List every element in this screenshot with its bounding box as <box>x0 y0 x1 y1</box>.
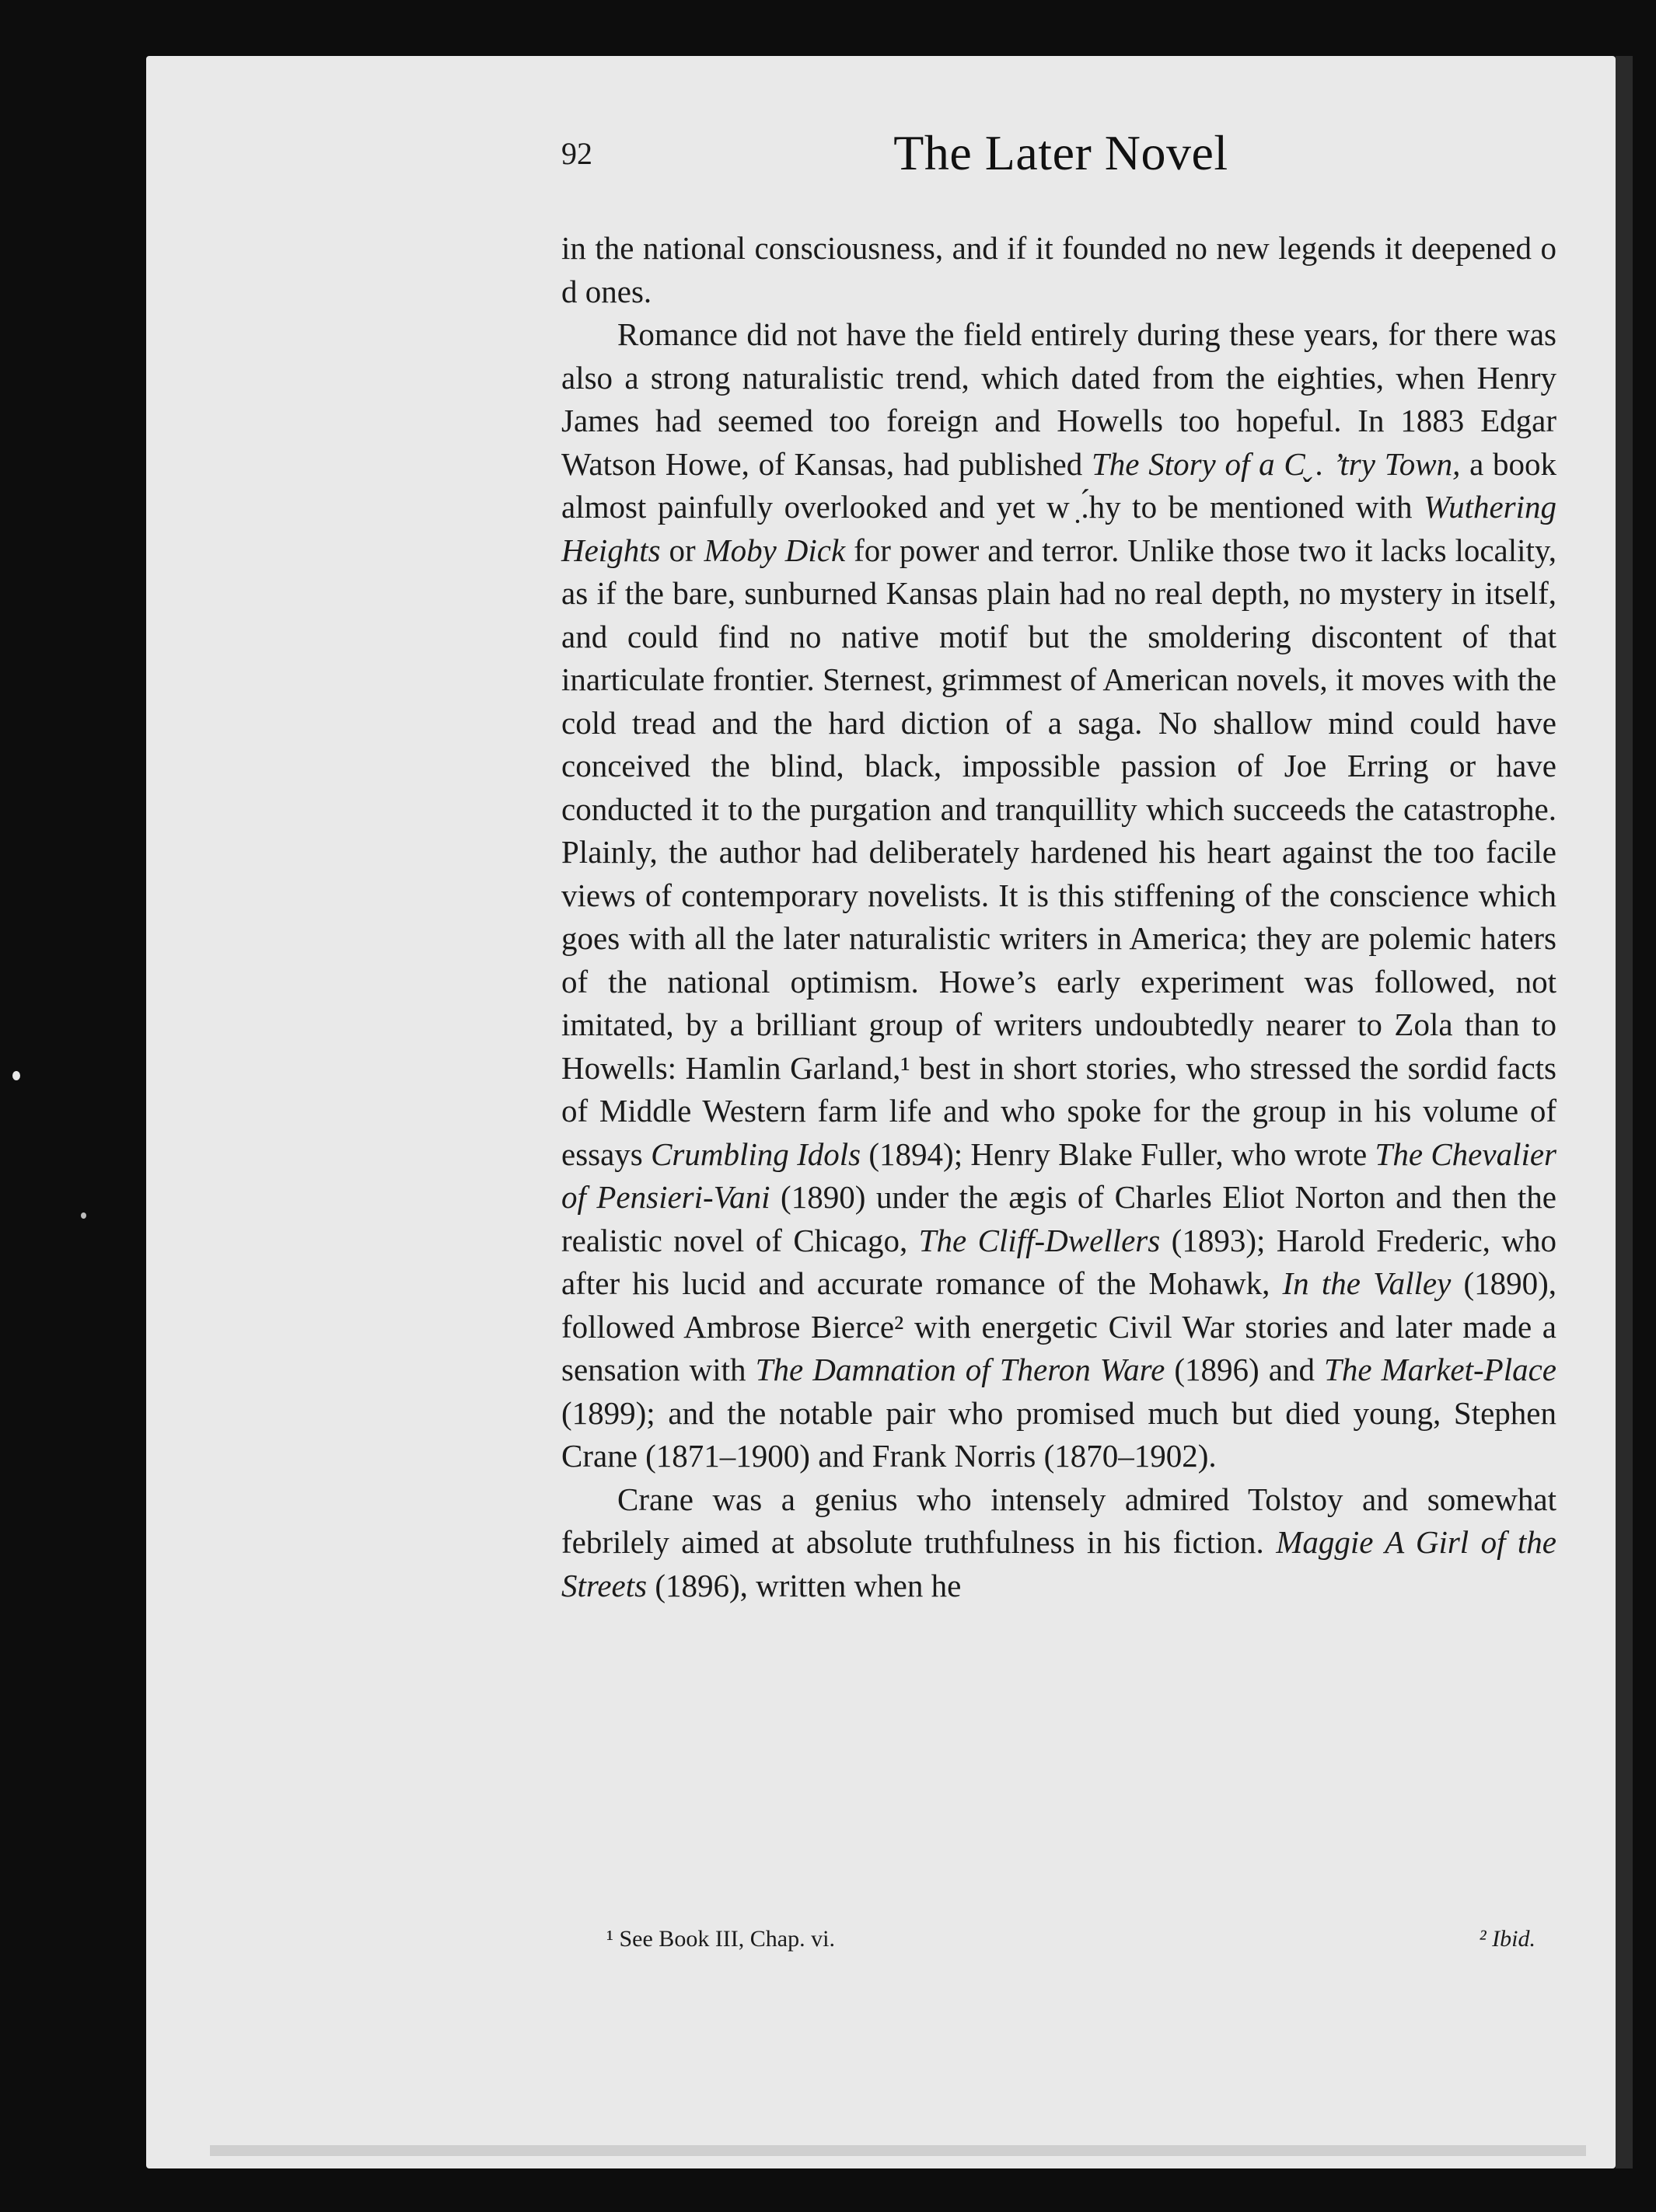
paragraph-text: Crane was a genius who intensely admired Tolstoy and somewhat febrilely aimed at absolute truthfulness in his fiction. <box>561 1481 1556 1560</box>
book-title: Maggie A Girl of the Streets <box>561 1524 1556 1603</box>
book-title: The Story of a Cˬ. ’try Town, <box>1091 445 1461 482</box>
paragraph-continued <box>561 227 1556 313</box>
book-title: Wuthering Heights <box>561 489 1556 568</box>
footnote-2: ² Ibid. <box>1479 1926 1535 1952</box>
paragraph-text: (1894); Henry Blake Fuller, who wrote <box>861 1136 1375 1172</box>
book-title: The Chevalier of Pensieri-Vani <box>561 1136 1556 1215</box>
page-edge <box>210 2145 1586 2156</box>
page-number: 92 <box>561 136 592 171</box>
book-spine <box>1616 56 1633 2168</box>
book-title: Crumbling Idols <box>651 1136 861 1172</box>
running-title: The Later Novel <box>893 125 1228 180</box>
body-text <box>561 227 1556 1607</box>
paragraph-text: in the national consciousness, and if it founded no new legends it deepened o d ones. <box>561 230 1556 309</box>
paragraph-text: for power and terror. Unlike those two it lacks locality, as if the bare, sunburned Kansas plain had no real depth, no mystery in itself, and could find no native motif but the smoldering discontent of that inarticulate frontier. Sternest, grimmest of American novels, it moves with the cold tread and the hard diction of a saga. No shallow mind could have conceived the blind, black, impossible passion of Joe Erring or have conducted it to the purgation and tranquillity which succeeds the catastrophe. Plainly, the author had deliberately hardened his heart against the too facile views of contemporary novelists. It is this stiffening of the conscience which goes with all the later naturalistic writers in America; they are polemic haters of the national optimism. Howe’s early experiment was followed, not imitated, by a brilliant group of writers undoubtedly nearer to Zola than to Howells: Hamlin Garland,¹ best in short stories, who stressed the sordid facts of Middle Western farm life and who spoke for the group in his volume of essays <box>561 532 1557 1172</box>
paragraph-text: a book almost painfully overlooked and yet w ̣.́hy to be mentioned with <box>561 445 1557 525</box>
margin-speck <box>81 1212 86 1219</box>
page-header <box>561 124 1560 187</box>
margin-speck <box>12 1071 20 1080</box>
paragraph-naturalism <box>561 313 1556 1478</box>
paragraph-crane <box>561 1478 1556 1608</box>
paragraph-text: (1896) and <box>1165 1352 1325 1387</box>
paragraph-text: (1896), written when he <box>647 1567 962 1603</box>
paragraph-text: (1899); and the notable pair who promised much but died young, Stephen Crane (1871–1900) and Frank Norris (1870–1902). <box>561 1394 1556 1474</box>
paragraph-text: Romance did not have the field entirely during these years, for there was also a strong naturalistic trend, which dated from the eighties, when Henry James had seemed too foreign and Howells too hopeful. In 1883 Edgar Watson Howe, of Kansas, had published <box>561 316 1556 482</box>
book-title: The Market-Place <box>1324 1352 1556 1387</box>
book-title: The Cliff-Dwellers <box>918 1222 1161 1258</box>
footnote-1: ¹ See Book III, Chap. vi. <box>606 1926 835 1952</box>
paragraph-text: (1893); Harold Frederic, who after his lucid and accurate romance of the Mohawk, <box>561 1222 1556 1301</box>
paragraph-text: (1890) under the ægis of Charles Eliot Norton and then the realistic novel of Chicago, <box>561 1179 1556 1258</box>
book-title: In the Valley <box>1282 1265 1452 1301</box>
book-title: The Damnation of Theron Ware <box>755 1352 1165 1387</box>
book-title: Moby Dick <box>704 532 846 568</box>
paragraph-text: or <box>660 532 704 568</box>
paragraph-text: (1890), followed Ambrose Bierce² with energetic Civil War stories and later made a sensation with <box>561 1265 1557 1387</box>
